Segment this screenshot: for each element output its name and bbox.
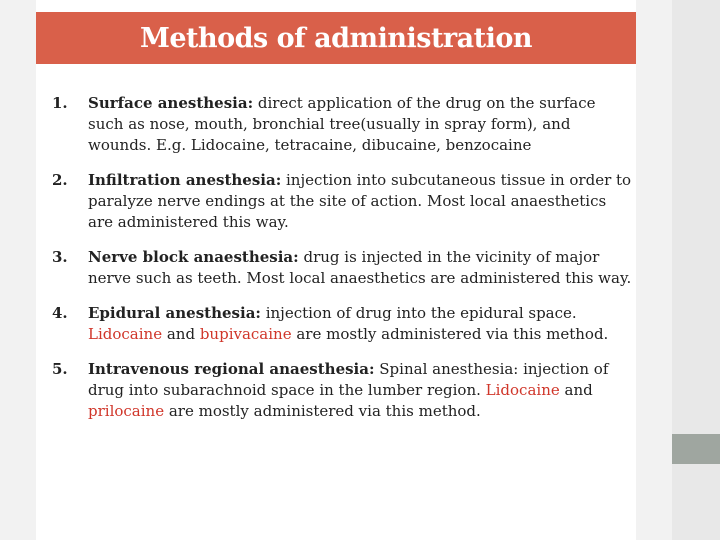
item-term: Infiltration anesthesia: (88, 171, 282, 189)
item-term: Surface anesthesia: (88, 94, 254, 112)
item-number: 5. (52, 360, 68, 378)
list-item-surface-anesthesia (52, 93, 632, 156)
highlighted-drug: Lidocaine (88, 325, 163, 343)
item-description: Spinal anesthesia: injection of drug into subarachnoid space in the lumber region. (88, 360, 609, 399)
item-number: 3. (52, 248, 68, 266)
list-item-intravenous-regional-anaesthesia (52, 359, 632, 422)
item-description: injection of drug into the epidural space. (260, 304, 577, 322)
side-bar-bottom (672, 464, 720, 540)
item-term: Intravenous regional anaesthesia: (88, 360, 375, 378)
list-item-epidural-anesthesia (52, 303, 632, 345)
list-item-nerve-block-anaesthesia (52, 247, 632, 289)
item-description: injection into subcutaneous tissue in order to paralyze nerve endings at the site of action. Most local anaesthetics are administered this way. (88, 171, 632, 231)
highlighted-drug: bupivacaine (199, 325, 292, 343)
item-number: 2. (52, 171, 68, 189)
item-description: direct application of the drug on the surface such as nose, mouth, bronchial tree(usually in spray form), and wounds. E.g. Lidocaine, tetracaine, dibucaine, benzocaine (88, 94, 596, 154)
item-description: are mostly administered via this method. (291, 325, 609, 343)
item-description: are mostly administered via this method. (164, 402, 481, 420)
side-accent-block (672, 434, 720, 464)
page-title: Methods of administration (139, 22, 533, 54)
item-term: Epidural anesthesia: (88, 304, 261, 322)
item-description: and (162, 325, 200, 343)
list-item-infiltration-anesthesia (52, 170, 632, 233)
item-number: 1. (52, 94, 68, 112)
item-description: and (559, 381, 593, 399)
item-description: drug is injected in the vicinity of major nerve such as teeth. Most local anaesthetics are administered this way. (88, 248, 632, 287)
item-term: Nerve block anaesthesia: (88, 248, 299, 266)
highlighted-drug: prilocaine (88, 402, 165, 420)
item-number: 4. (52, 304, 68, 322)
highlighted-drug: Lidocaine (485, 381, 560, 399)
side-bar (672, 0, 720, 434)
methods-list (52, 93, 632, 436)
title-banner (36, 12, 636, 64)
